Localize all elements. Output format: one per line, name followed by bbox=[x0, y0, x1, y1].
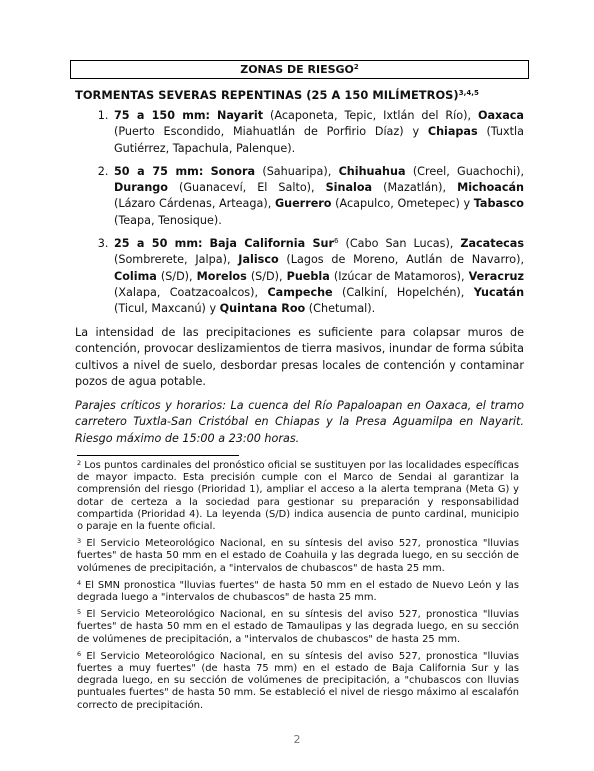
range-label: 25 a 50 mm: bbox=[114, 237, 203, 251]
state-name: Campeche bbox=[267, 285, 333, 299]
footnote-text: Los puntos cardinales del pronóstico oficial se sustituyen por las localidades específicas de mayor impacto. Esta precisión cumple con el Marco de Sendai al garantizar la comprensión del riesgo (Prioridad 1), ampliar el acceso a la alerta temprana (Meta G) y dotar de certeza a la sociedad para gestionar su preparación y responsabilidad compartida (Prioridad 4). La leyenda (S/D) indica ausencia de punto cardinal, municipio o paraje en la fuente oficial. bbox=[77, 460, 520, 533]
section-title: ZONAS DE RIESGO bbox=[240, 63, 354, 76]
footnote-number: 5 bbox=[77, 608, 82, 617]
localities: (Acapulco, Ometepec) y bbox=[335, 197, 471, 211]
section-title-box bbox=[70, 60, 529, 79]
list-item bbox=[112, 108, 524, 157]
localities: (Guanaceví, El Salto), bbox=[178, 181, 315, 195]
localities: (S/D), bbox=[250, 269, 283, 283]
localities: (Izúcar de Matamoros), bbox=[333, 269, 465, 283]
localities: (Creel, Guachochi), bbox=[412, 164, 525, 178]
footnotes bbox=[77, 460, 519, 717]
footnote-number: 3 bbox=[77, 537, 82, 546]
document-body bbox=[75, 60, 524, 447]
localities: (Mazatlán), bbox=[383, 181, 447, 195]
localities: (Calkiní, Hopelchén), bbox=[342, 285, 465, 299]
footnote bbox=[77, 460, 519, 533]
risk-zone-list bbox=[75, 108, 524, 318]
localities: (Sahuaripa), bbox=[262, 164, 332, 178]
state-name: Sinaloa bbox=[325, 181, 373, 195]
state-name: Baja California Sur bbox=[209, 237, 334, 251]
state-name: Chihuahua bbox=[338, 164, 406, 178]
state-name: Nayarit bbox=[216, 109, 264, 122]
state-name: Yucatán bbox=[473, 285, 525, 299]
footnote-text: El Servicio Meteorológico Nacional, en su síntesis del aviso 527, pronostica "lluvias fuertes" de hasta 50 mm en el estado de Tamaulipas y las degrada luego, en su sección de volúmenes de precipitación, a "intervalos de chubascos" de hasta 25 mm. bbox=[77, 609, 519, 645]
page-number: 2 bbox=[293, 733, 301, 746]
range-label: 50 a 75 mm: bbox=[114, 164, 204, 178]
footnote bbox=[77, 651, 519, 712]
footnote bbox=[77, 538, 519, 575]
state-name: Durango bbox=[114, 181, 168, 195]
range-label: 75 a 150 mm: bbox=[114, 109, 211, 122]
state-name: Zacatecas bbox=[460, 237, 524, 251]
localities: (Tuxtla Gutiérrez, Tapachula, Palenque). bbox=[114, 125, 524, 155]
localities: (Sombrerete, Jalpa), bbox=[114, 253, 231, 267]
footnote-text: El SMN pronostica "lluvias fuertes" de hasta 50 mm en el estado de Nuevo León y las degrada luego a "intervalos de chubascos" de hasta 25 mm. bbox=[77, 579, 519, 604]
localities: (Acaponeta, Tepic, Ixtlán del Río), bbox=[270, 109, 472, 122]
localities: (Xalapa, Coatzacoalcos), bbox=[114, 285, 259, 299]
state-name: Puebla bbox=[286, 269, 330, 283]
state-name: Quintana Roo bbox=[219, 302, 306, 316]
heading-text: TORMENTAS SEVERAS REPENTINAS (25 A 150 MILÍMETROS) bbox=[75, 88, 459, 102]
footnote-number: 6 bbox=[77, 649, 82, 658]
footnote bbox=[77, 580, 519, 604]
footnote-ref: 6 bbox=[334, 237, 339, 246]
localities: (Cabo San Lucas), bbox=[345, 237, 454, 251]
section-title-footnote-ref: 2 bbox=[353, 63, 359, 71]
state-name: Sonora bbox=[210, 164, 256, 178]
state-name: Michoacán bbox=[457, 181, 525, 195]
state-name: Colima bbox=[114, 269, 157, 283]
state-name: Chiapas bbox=[427, 125, 478, 139]
critical-sites-paragraph: Parajes críticos y horarios: La cuenca del Río Papaloapan en Oaxaca, el tramo carretero Tuxtla-San Cristóbal en Chiapas y la Presa Aguamilpa en Nayarit. Riesgo máximo de 15:00 a 23:00 horas. bbox=[75, 398, 524, 445]
footnote bbox=[77, 609, 519, 646]
subsection-heading bbox=[75, 88, 524, 102]
localities: (Lagos de Moreno, Autlán de Navarro), bbox=[286, 253, 525, 267]
list-item bbox=[112, 164, 524, 229]
localities: (Teapa, Tenosique). bbox=[114, 213, 222, 227]
footnote-number: 4 bbox=[77, 578, 82, 587]
state-name: Morelos bbox=[196, 269, 247, 283]
localities: (Chetumal). bbox=[308, 302, 376, 316]
localities: (Puerto Escondido, Miahuatlán de Porfirio Díaz) y bbox=[114, 125, 420, 139]
state-name: Oaxaca bbox=[477, 109, 524, 122]
state-name: Veracruz bbox=[468, 269, 524, 283]
state-name: Tabasco bbox=[473, 197, 524, 211]
footnote-separator bbox=[77, 455, 239, 456]
state-name: Guerrero bbox=[274, 197, 332, 211]
footnote-text: El Servicio Meteorológico Nacional, en su síntesis del aviso 527, pronostica "lluvias fuertes a muy fuertes" (de hasta 75 mm) en el estado de Baja California Sur y las degrada luego, en su sección de volúmenes de precipitación, a "chubascos con lluvias puntuales fuertes" de hasta 50 mm. Se estableció el nivel de riesgo máximo al escalafón correcto de precipitación. bbox=[77, 650, 519, 711]
localities: (Lázaro Cárdenas, Arteaga), bbox=[114, 197, 272, 211]
list-item bbox=[112, 236, 524, 317]
localities: (S/D), bbox=[160, 269, 193, 283]
footnote-text: El Servicio Meteorológico Nacional, en su síntesis del aviso 527, pronostica "lluvias fuertes" de hasta 50 mm en el estado de Coahuila y las degrada luego, en su sección de volúmenes de precipitación, a "intervalos de chubascos" de hasta 25 mm. bbox=[77, 538, 519, 574]
heading-footnote-refs: 3,4,5 bbox=[458, 89, 479, 97]
state-name: Jalisco bbox=[238, 253, 279, 267]
impact-paragraph: La intensidad de las precipitaciones es suficiente para colapsar muros de contención, provocar deslizamientos de tierra masivos, inundar de forma súbita cultivos a nivel de suelo, desbordar presas locales de contención y contaminar pozos de agua potable. bbox=[75, 325, 524, 389]
localities: (Ticul, Maxcanú) y bbox=[114, 302, 217, 316]
footnote-number: 2 bbox=[77, 459, 82, 467]
